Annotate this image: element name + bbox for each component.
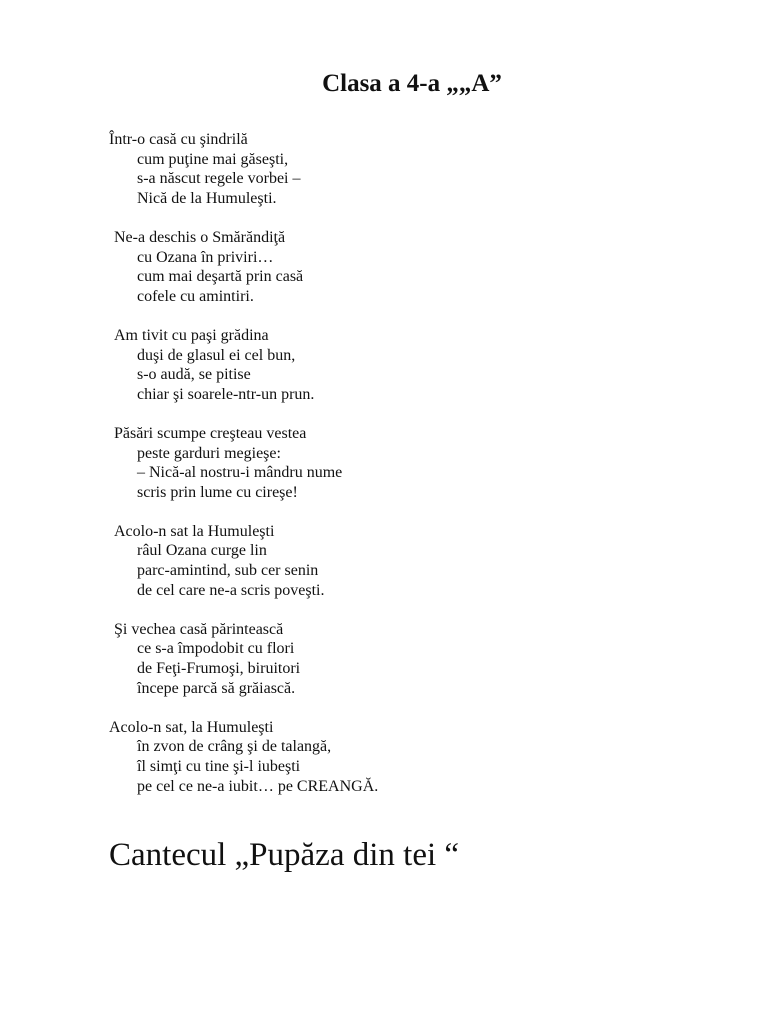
poem-line: scris prin lume cu cireşe! [137,483,298,501]
poem-line: cu Ozana în priviri… [137,248,274,266]
poem-line: Acolo-n sat la Humuleşti [114,522,275,540]
poem-line: Într-o casă cu şindrilă [109,131,248,148]
stanza-3 [109,326,378,404]
poem-line: Păsări scumpe creşteau vestea [114,424,307,442]
poem-line: – Nică-al nostru-i mândru nume [137,464,343,482]
poem-line: ce s-a împodobit cu flori [137,640,295,658]
poem-line: de cel care ne-a scris poveşti. [137,581,325,599]
stanza-5 [109,522,378,600]
stanza-2 [109,228,378,306]
poem-line: râul Ozana curge lin [137,542,267,560]
poem [109,130,378,816]
poem-line: cofele cu amintiri. [137,287,254,305]
stanza-1 [109,130,378,208]
poem-line: de Feţi-Frumoşi, biruitori [137,660,301,678]
poem-line: peste garduri megieşe: [137,444,281,462]
poem-line: pe cel ce ne-a iubit… pe CREANGĂ. [137,777,379,795]
poem-line: în zvon de crâng şi de talangă, [137,738,332,756]
poem-line: s-a născut regele vorbei – [137,170,301,188]
poem-line: Ne-a deschis o Smărăndiţă [114,228,286,246]
poem-line: începe parcă să grăiască. [137,679,296,697]
poem-line: duşi de glasul ei cel bun, [137,346,296,364]
poem-line: parc-amintind, sub cer senin [137,562,319,580]
poem-line: chiar şi soarele-ntr-un prun. [137,385,315,403]
poem-line: Am tivit cu paşi grădina [114,326,269,344]
poem-line: cum mai deşartă prin casă [137,268,304,286]
poem-line: cum puţine mai găseşti, [137,150,289,168]
stanza-7 [109,718,378,796]
poem-line: Nică de la Humuleşti. [137,189,277,207]
stanza-4 [109,424,378,502]
page-title: Clasa a 4-a „„A” [322,70,502,97]
poem-line: îl simţi cu tine şi-l iubeşti [137,758,301,775]
poem-line: Acolo-n sat, la Humuleşti [109,718,274,736]
poem-line: s-o audă, se pitise [137,366,251,384]
stanza-6 [109,620,378,698]
poem-line: Şi vechea casă părintească [114,620,284,638]
section-heading: Cantecul „Pupăza din tei “ [109,837,460,873]
